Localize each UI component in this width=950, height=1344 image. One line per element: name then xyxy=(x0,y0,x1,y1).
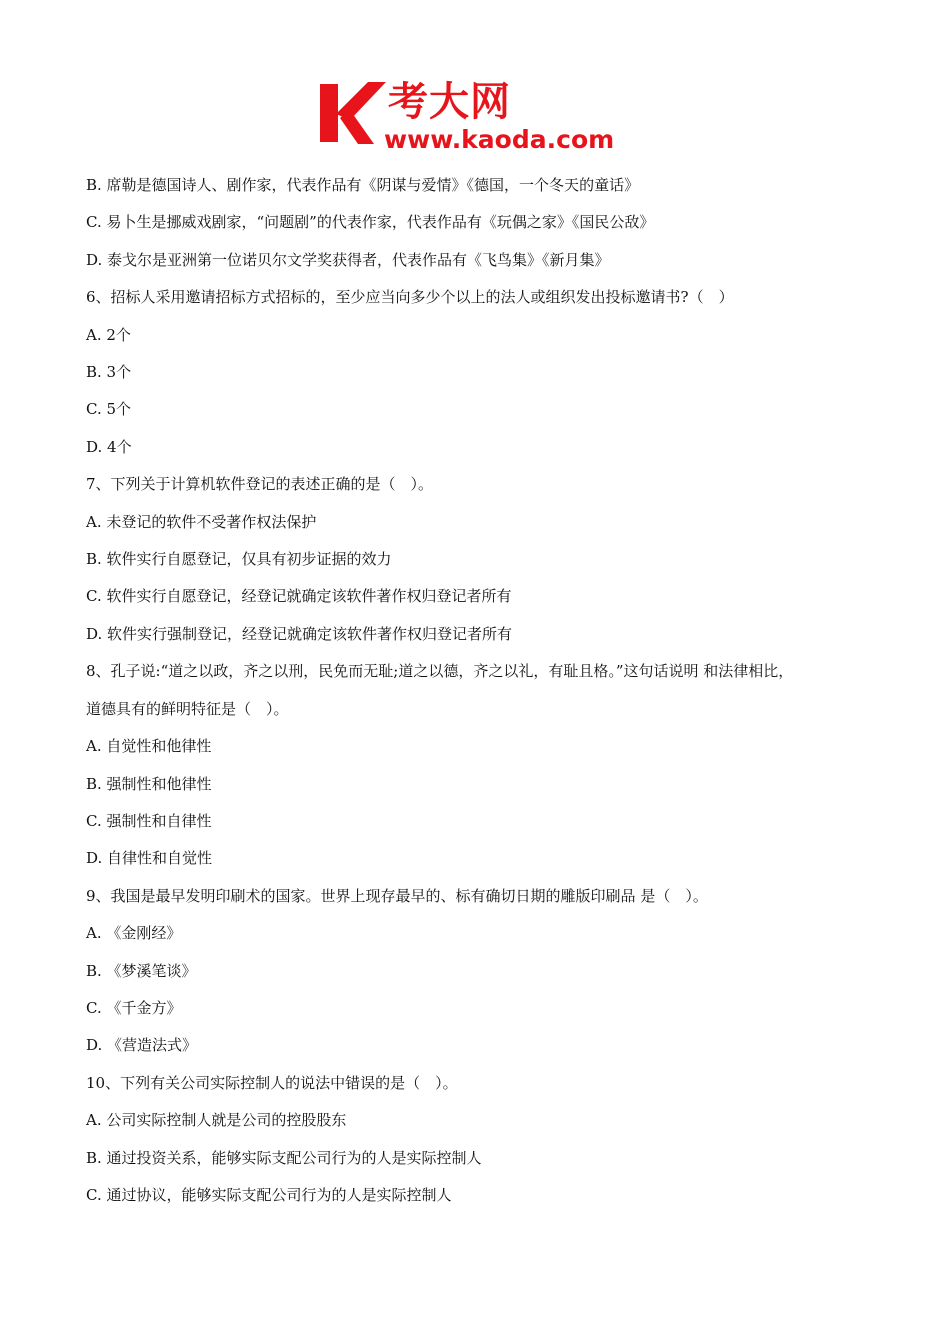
logo-url-text: www.kaoda.com xyxy=(384,125,615,154)
q8-option-b: B. 强制性和他律性 xyxy=(86,774,212,793)
q10-option-a: A. 公司实际控制人就是公司的控股股东 xyxy=(86,1111,347,1130)
question-8-line-2: 道德具有的鲜明特征是（ ）。 xyxy=(86,699,289,718)
question-8-line-1: 8、孔子说:“道之以政，齐之以刑，民免而无耻;道之以德，齐之以礼，有耻且格。”这句话说明 和法律相比， xyxy=(86,662,794,681)
kaoda-logo xyxy=(316,78,646,160)
q9-option-c: C. 《千金方》 xyxy=(86,998,182,1017)
q9-option-b: B. 《梦溪笔谈》 xyxy=(86,961,197,980)
q7-option-a: A. 未登记的软件不受著作权法保护 xyxy=(86,512,317,531)
q6-option-b: B. 3个 xyxy=(86,363,132,382)
q6-option-c: C. 5个 xyxy=(86,400,132,419)
question-10: 10、下列有关公司实际控制人的说法中错误的是（ ）。 xyxy=(86,1073,458,1092)
q6-option-d: D. 4个 xyxy=(86,437,132,456)
k-logo-icon xyxy=(316,78,388,148)
logo-chinese-text: 考大网 xyxy=(388,79,511,125)
q8-option-c: C. 强制性和自律性 xyxy=(86,811,212,830)
option-b-schiller: B. 席勒是德国诗人、剧作家，代表作品有《阴谋与爱情》《德国，一个冬天的童话》 xyxy=(86,176,640,194)
option-d-tagore: D. 泰戈尔是亚洲第一位诺贝尔文学奖获得者，代表作品有《飞鸟集》《新月集》 xyxy=(86,250,610,269)
option-c-ibsen: C. 易卜生是挪威戏剧家，“问题剧”的代表作家，代表作品有《玩偶之家》《国民公敌》 xyxy=(86,213,655,232)
q10-option-c: C. 通过协议，能够实际支配公司行为的人是实际控制人 xyxy=(86,1185,452,1204)
q6-option-a: A. 2个 xyxy=(86,325,131,344)
q8-option-d: D. 自律性和自觉性 xyxy=(86,849,213,868)
q9-option-a: A. 《金刚经》 xyxy=(86,924,182,943)
q7-option-b: B. 软件实行自愿登记，仅具有初步证据的效力 xyxy=(86,550,392,569)
question-7: 7、下列关于计算机软件登记的表述正确的是（ ）。 xyxy=(86,475,434,494)
q8-option-a: A. 自觉性和他律性 xyxy=(86,737,212,756)
q9-option-d: D. 《营造法式》 xyxy=(86,1036,198,1055)
q7-option-d: D. 软件实行强制登记，经登记就确定该软件著作权归登记者所有 xyxy=(86,624,513,643)
q7-option-c: C. 软件实行自愿登记，经登记就确定该软件著作权归登记者所有 xyxy=(86,587,512,606)
question-content xyxy=(86,167,876,1214)
question-9: 9、我国是最早发明印刷术的国家。世界上现存最早的、标有确切日期的雕版印刷品 是（ ）。 xyxy=(86,886,708,905)
q10-option-b: B. 通过投资关系，能够实际支配公司行为的人是实际控制人 xyxy=(86,1148,482,1167)
question-6: 6、招标人采用邀请招标方式招标的，至少应当向多少个以上的法人或组织发出投标邀请书?（ ） xyxy=(86,288,734,307)
